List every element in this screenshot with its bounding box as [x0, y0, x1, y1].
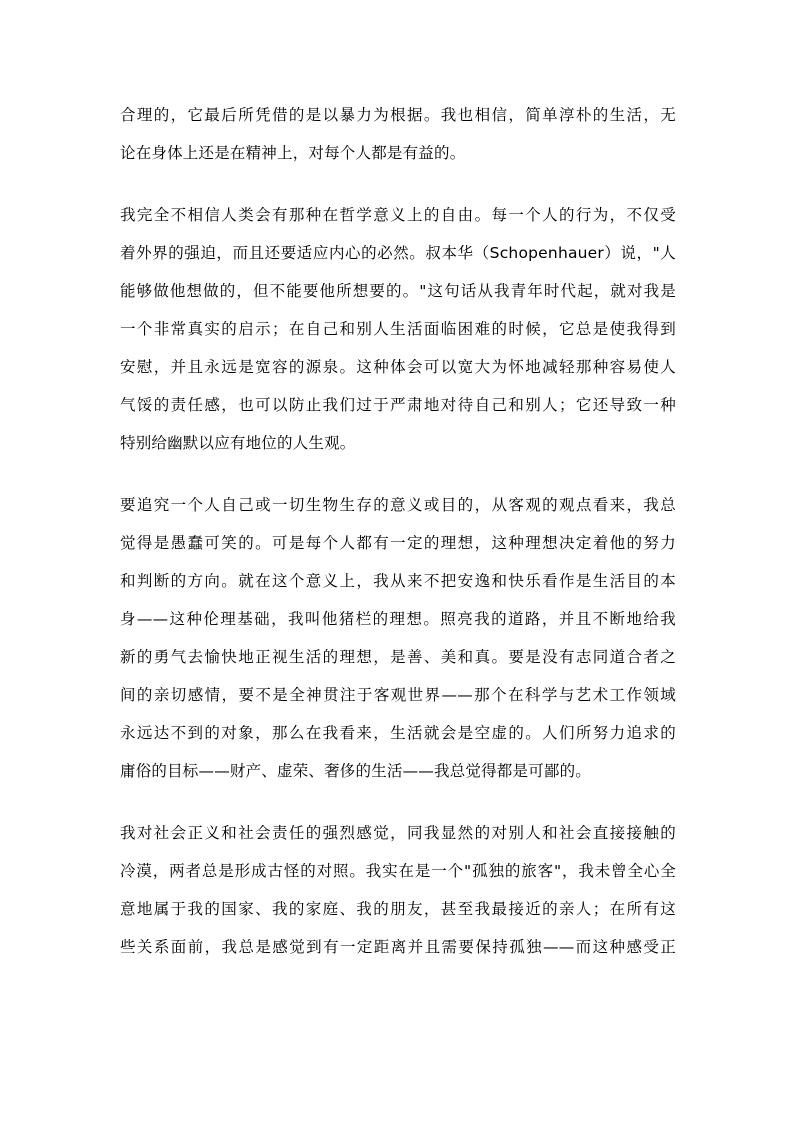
text-line: 气馁的责任感，也可以防止我们过于严肃地对待自己和别人；它还导致一种 [120, 396, 676, 414]
text-line: 我对社会正义和社会责任的强烈感觉，同我显然的对别人和社会直接接触的 [120, 824, 676, 842]
paragraph-4 [120, 814, 676, 966]
text-line: 要追究一个人自己或一切生物生存的意义或目的，从客观的观点看来，我总 [120, 496, 676, 514]
text-line: 些关系面前，我总是感觉到有一定距离并且需要保持孤独——而这种感受正 [120, 938, 676, 956]
text-line: 意地属于我的国家、我的家庭、我的朋友，甚至我最接近的亲人；在所有这 [120, 900, 676, 918]
text-line: 一个非常真实的启示；在自己和别人生活面临困难的时候，它总是使我得到 [120, 320, 676, 338]
text-line: 身——这种伦理基础，我叫他猪栏的理想。照亮我的道路，并且不断地给我 [120, 610, 676, 628]
paragraph-1 [120, 96, 676, 172]
text-line: 我完全不相信人类会有那种在哲学意义上的自由。每一个人的行为，不仅受 [120, 206, 676, 224]
text-line: 合理的，它最后所凭借的是以暴力为根据。我也相信，简单淳朴的生活，无 [120, 106, 676, 124]
paragraph-3 [120, 486, 676, 790]
text-line: 着外界的强迫，而且还要适应内心的必然。叔本华（Schopenhauer）说，"人 [120, 244, 676, 262]
text-line: 和判断的方向。就在这个意义上，我从来不把安逸和快乐看作是生活目的本 [120, 572, 676, 590]
text-line: 冷漠，两者总是形成古怪的对照。我实在是一个"孤独的旅客"，我未曾全心全 [120, 862, 676, 880]
text-line: 论在身体上还是在精神上，对每个人都是有益的。 [120, 144, 466, 162]
text-line: 永远达不到的对象，那么在我看来，生活就会是空虚的。人们所努力追求的 [120, 724, 676, 742]
text-line: 特别给幽默以应有地位的人生观。 [120, 434, 356, 452]
text-line: 安慰，并且永远是宽容的源泉。这种体会可以宽大为怀地减轻那种容易使人 [120, 358, 676, 376]
text-line: 觉得是愚蠢可笑的。可是每个人都有一定的理想，这种理想决定着他的努力 [120, 534, 676, 552]
text-line: 能够做他想做的，但不能要他所想要的。"这句话从我青年时代起，就对我是 [120, 282, 676, 300]
text-line: 庸俗的目标——财产、虚荣、奢侈的生活——我总觉得都是可鄙的。 [120, 762, 592, 780]
document-page [120, 96, 676, 990]
paragraph-2 [120, 196, 676, 462]
text-line: 间的亲切感情，要不是全神贯注于客观世界——那个在科学与艺术工作领域 [120, 686, 676, 704]
text-line: 新的勇气去愉快地正视生活的理想，是善、美和真。要是没有志同道合者之 [120, 648, 676, 666]
